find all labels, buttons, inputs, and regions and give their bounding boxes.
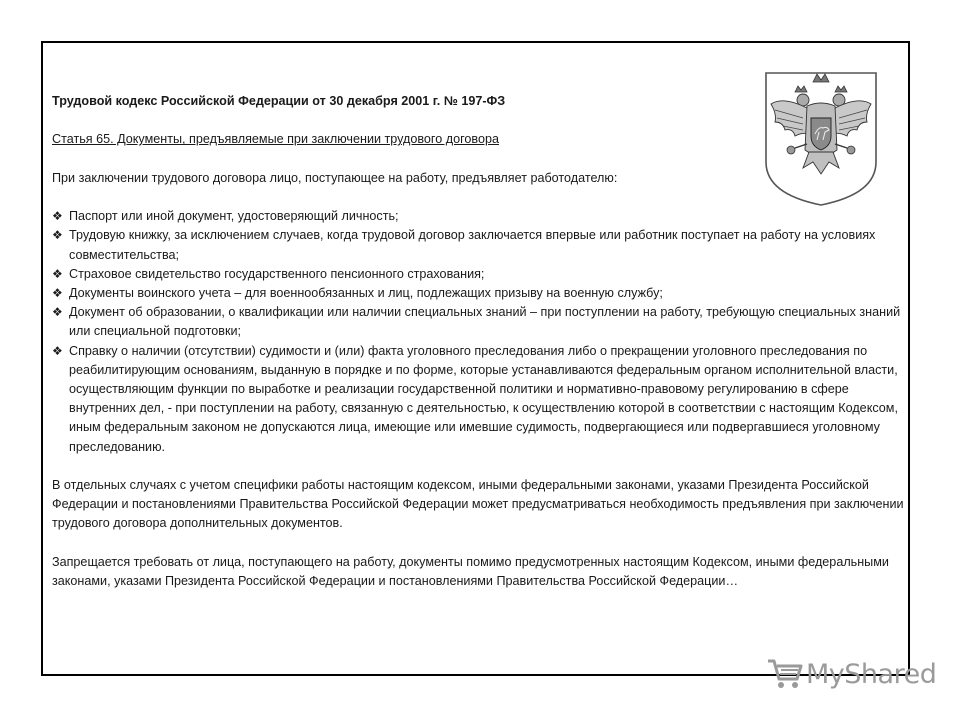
diamond-bullet-icon: ❖ — [52, 209, 63, 224]
article-heading: Статья 65. Документы, предъявляемые при заключении трудового договора — [52, 132, 499, 147]
list-item-text: Справку о наличии (отсутствии) судимости и (или) факта уголовного преследования либо о прекращении уголовного преследования по реабилитирующим основаниям, выданную в порядке и по форме, которые устанавливаются федеральным органом исполнительной власти, осуществляющим функции по выработке и реализации государственной политики и нормативно-правовому регулированию в сфере внутренних дел, - при поступлении на работу, связанную с деятельностью, к осуществлению которой в соответствии с настоящим Кодексом, иным федеральным законом не допускаются лица, имеющие или имевшие судимость, подвергающиеся или подвергавшиеся уголовному преследованию. — [69, 343, 898, 454]
cart-icon — [766, 657, 804, 691]
list-item — [52, 265, 904, 284]
diamond-bullet-icon: ❖ — [52, 305, 63, 320]
coat-of-arms-icon — [763, 70, 879, 210]
watermark-text: MyShared — [806, 658, 937, 690]
list-item — [52, 303, 904, 341]
documents-list — [52, 207, 904, 457]
paragraph-additional-documents: В отдельных случаях с учетом специфики работы настоящим кодексом, иными федеральными законами, указами Президента Российской Федерации и постановлениями Правительства Российской Федерации может предусматриваться необходимость предъявления при заключении трудового договора дополнительных документов. — [52, 477, 904, 531]
diamond-bullet-icon: ❖ — [52, 285, 63, 300]
list-item — [52, 284, 904, 303]
list-item — [52, 342, 904, 457]
document-title: Трудовой кодекс Российской Федерации от 30 декабря 2001 г. № 197-ФЗ — [52, 94, 506, 108]
diamond-bullet-icon: ❖ — [52, 343, 63, 358]
list-item-text: Документ об образовании, о квалификации или наличии специальных знаний – при поступлении на работу, требующую специальных знаний или специальной подготовки; — [69, 305, 901, 339]
diamond-bullet-icon: ❖ — [52, 228, 63, 243]
list-item — [52, 226, 904, 264]
list-item-text: Страховое свидетельство государственного пенсионного страхования; — [69, 266, 485, 281]
list-item-text: Паспорт или иной документ, удостоверяющий личность; — [69, 209, 399, 224]
list-item-text: Документы воинского учета – для военнообязанных и лиц, подлежащих призыву на военную службу; — [69, 285, 663, 300]
intro-text: При заключении трудового договора лицо, поступающее на работу, предъявляет работодателю: — [52, 170, 618, 185]
list-item-text: Трудовую книжку, за исключением случаев, когда трудовой договор заключается впервые или работник поступает на работу на условиях совместительства; — [69, 228, 876, 262]
watermark — [766, 656, 936, 692]
paragraph-prohibition: Запрещается требовать от лица, поступающего на работу, документы помимо предусмотренных настоящим Кодексом, иными федеральными законами, указами Президента Российской Федерации и постановлениями Правительства Российской Федерации… — [52, 554, 889, 588]
diamond-bullet-icon: ❖ — [52, 266, 63, 281]
list-item — [52, 207, 904, 226]
